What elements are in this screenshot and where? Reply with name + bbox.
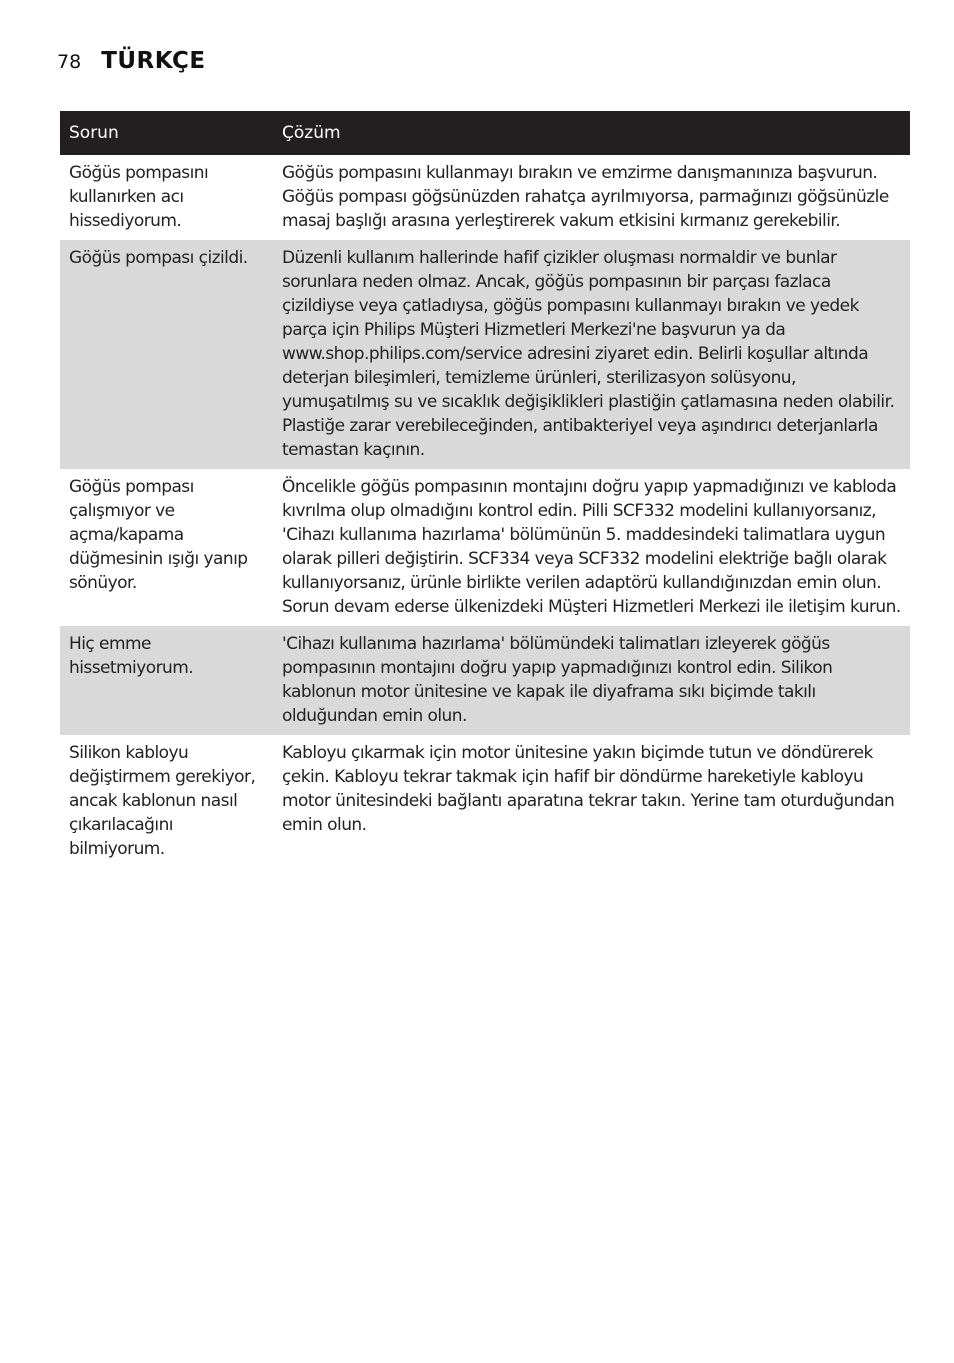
problem-cell: Göğüs pompası çizildi. bbox=[60, 240, 273, 469]
solution-cell: Göğüs pompasını kullanmayı bırakın ve emzirme danışmanınıza başvurun. Göğüs pompası göğsünüzden rahatça ayrılmıyorsa, parmağınızı göğsünüzle masaj başlığı arasına yerleştirerek vakum etkisini kırmanız gerekebilir. bbox=[282, 163, 889, 231]
table-row bbox=[60, 626, 910, 735]
table-row bbox=[60, 469, 910, 626]
table-body bbox=[60, 155, 910, 868]
solution-cell: Kabloyu çıkarmak için motor ünitesine yakın biçimde tutun ve döndürerek çekin. Kabloyu tekrar takmak için hafif bir döndürme hareketiyle kabloyu motor ünitesindeki bağlantı aparatına tekrar takın. Yerine tam oturduğundan emin olun. bbox=[282, 743, 895, 835]
page-header bbox=[57, 48, 206, 74]
table-row bbox=[60, 735, 910, 868]
page-number: 78 bbox=[57, 51, 82, 73]
troubleshooting-table bbox=[60, 111, 910, 868]
solution-cell: Düzenli kullanım hallerinde hafif çizikler oluşması normaldir ve bunlar sorunlara neden olmaz. Ancak, göğüs pompasının bir parçası fazlaca çizildiyse veya çatladıysa, göğüs pompasını kullanmayı bırakın ve yedek parça için Philips Müşteri Hizmetleri Merkezi'ne başvurun ya da www.shop.philips.com/service adresini ziyaret edin. Belirli koşullar altında deterjan bileşimleri, temizleme ürünleri, sterilizasyon solüsyonu, yumuşatılmış su ve sıcaklık değişiklikleri plastiğin çatlamasına neden olabilir. Plastiğe zarar verebileceğinden, antibakteriyel veya aşındırıcı deterjanlarla temastan kaçının. bbox=[273, 240, 910, 469]
column-header-solution: Çözüm bbox=[273, 111, 910, 155]
table-row bbox=[60, 240, 910, 469]
table-row bbox=[60, 155, 910, 240]
page-title: TÜRKÇE bbox=[101, 48, 206, 74]
table-header bbox=[60, 111, 910, 155]
solution-cell: Öncelikle göğüs pompasının montajını doğru yapıp yapmadığınızı ve kabloda kıvrılma olup olmadığını kontrol edin. Pilli SCF332 modelini kullanıyorsanız, 'Cihazı kullanıma hazırlama' bölümünün 5. maddesindeki talimatlara uygun olarak pilleri değiştirin. SCF334 veya SCF332 modelini elektriğe bağlı olarak kullanıyorsanız, ürünle birlikte verilen adaptörü kullandığınızdan emin olun. Sorun devam ederse ülkenizdeki Müşteri Hizmetleri Merkezi ile iletişim kurun. bbox=[282, 477, 901, 617]
column-header-problem: Sorun bbox=[60, 111, 273, 155]
problem-cell: Göğüs pompasını kullanırken acı hissediyorum. bbox=[69, 163, 209, 231]
problem-cell: Göğüs pompası çalışmıyor ve açma/kapama düğmesinin ışığı yanıp sönüyor. bbox=[69, 477, 248, 593]
problem-cell: Silikon kabloyu değiştirmem gerekiyor, ancak kablonun nasıl çıkarılacağını bilmiyorum. bbox=[69, 743, 256, 859]
table-header-row bbox=[60, 111, 910, 155]
solution-cell: 'Cihazı kullanıma hazırlama' bölümündeki talimatları izleyerek göğüs pompasının montajını doğru yapıp yapmadığınızı kontrol edin. Silikon kablonun motor ünitesine ve kapak ile diyaframa sıkı biçimde takılı olduğundan emin olun. bbox=[273, 626, 910, 735]
problem-cell: Hiç emme hissetmiyorum. bbox=[60, 626, 273, 735]
